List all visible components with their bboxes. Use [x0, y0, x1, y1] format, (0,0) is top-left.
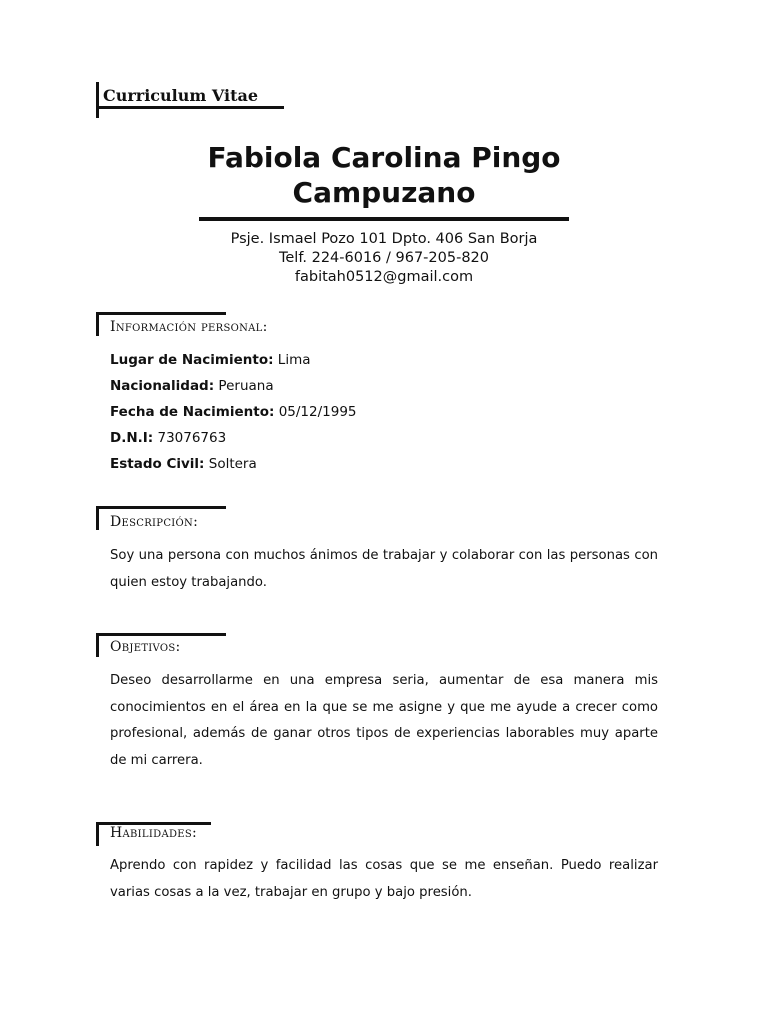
field-dni [110, 430, 226, 446]
full-name [0, 140, 768, 210]
field-label: D.N.I: [110, 430, 154, 446]
name-line-2: Campuzano [292, 176, 476, 209]
cv-label: Curriculum Vitae [103, 86, 259, 105]
section-title-habilidades: Habilidades: [110, 825, 198, 841]
field-value: Peruana [218, 378, 274, 394]
name-underline [199, 217, 569, 221]
field-nacionalidad [110, 378, 274, 394]
field-estado-civil [110, 456, 257, 472]
field-fecha-nacimiento [110, 404, 357, 420]
email: fabitah0512@gmail.com [294, 269, 474, 285]
field-label: Lugar de Nacimiento: [110, 352, 274, 368]
phone: Telf. 224-6016 / 967-205-820 [278, 250, 490, 266]
field-label: Estado Civil: [110, 456, 205, 472]
field-label: Fecha de Nacimiento: [110, 404, 275, 420]
field-lugar-nacimiento [110, 352, 311, 368]
section-title-personal: Información personal: [110, 319, 268, 335]
contact-block [0, 230, 768, 287]
field-value: Soltera [208, 456, 257, 472]
section-title-objetivos: Objetivos: [110, 639, 181, 655]
field-label: Nacionalidad: [110, 378, 215, 394]
field-value: 05/12/1995 [278, 404, 357, 420]
address: Psje. Ismael Pozo 101 Dpto. 406 San Borja [230, 231, 538, 247]
objetivos-text: Deseo desarrollarme en una empresa seria, aumentar de esa manera mis conocimientos en el área en la que se me asigne y que me ayude a crecer como profesional, además de ganar otros tipos de experiencias laborables muy aparte de mi carrera. [110, 673, 658, 768]
section-title-descripcion: Descripción: [110, 514, 199, 530]
descripcion-text: Soy una persona con muchos ánimos de trabajar y colaborar con las personas con quien estoy trabajando. [110, 548, 658, 590]
field-value: Lima [277, 352, 311, 368]
name-line-1: Fabiola Carolina Pingo [207, 141, 561, 174]
habilidades-text: Aprendo con rapidez y facilidad las cosas que se me enseñan. Puedo realizar varias cosas a la vez, trabajar en grupo y bajo presión. [110, 858, 658, 900]
field-value: 73076763 [157, 430, 227, 446]
